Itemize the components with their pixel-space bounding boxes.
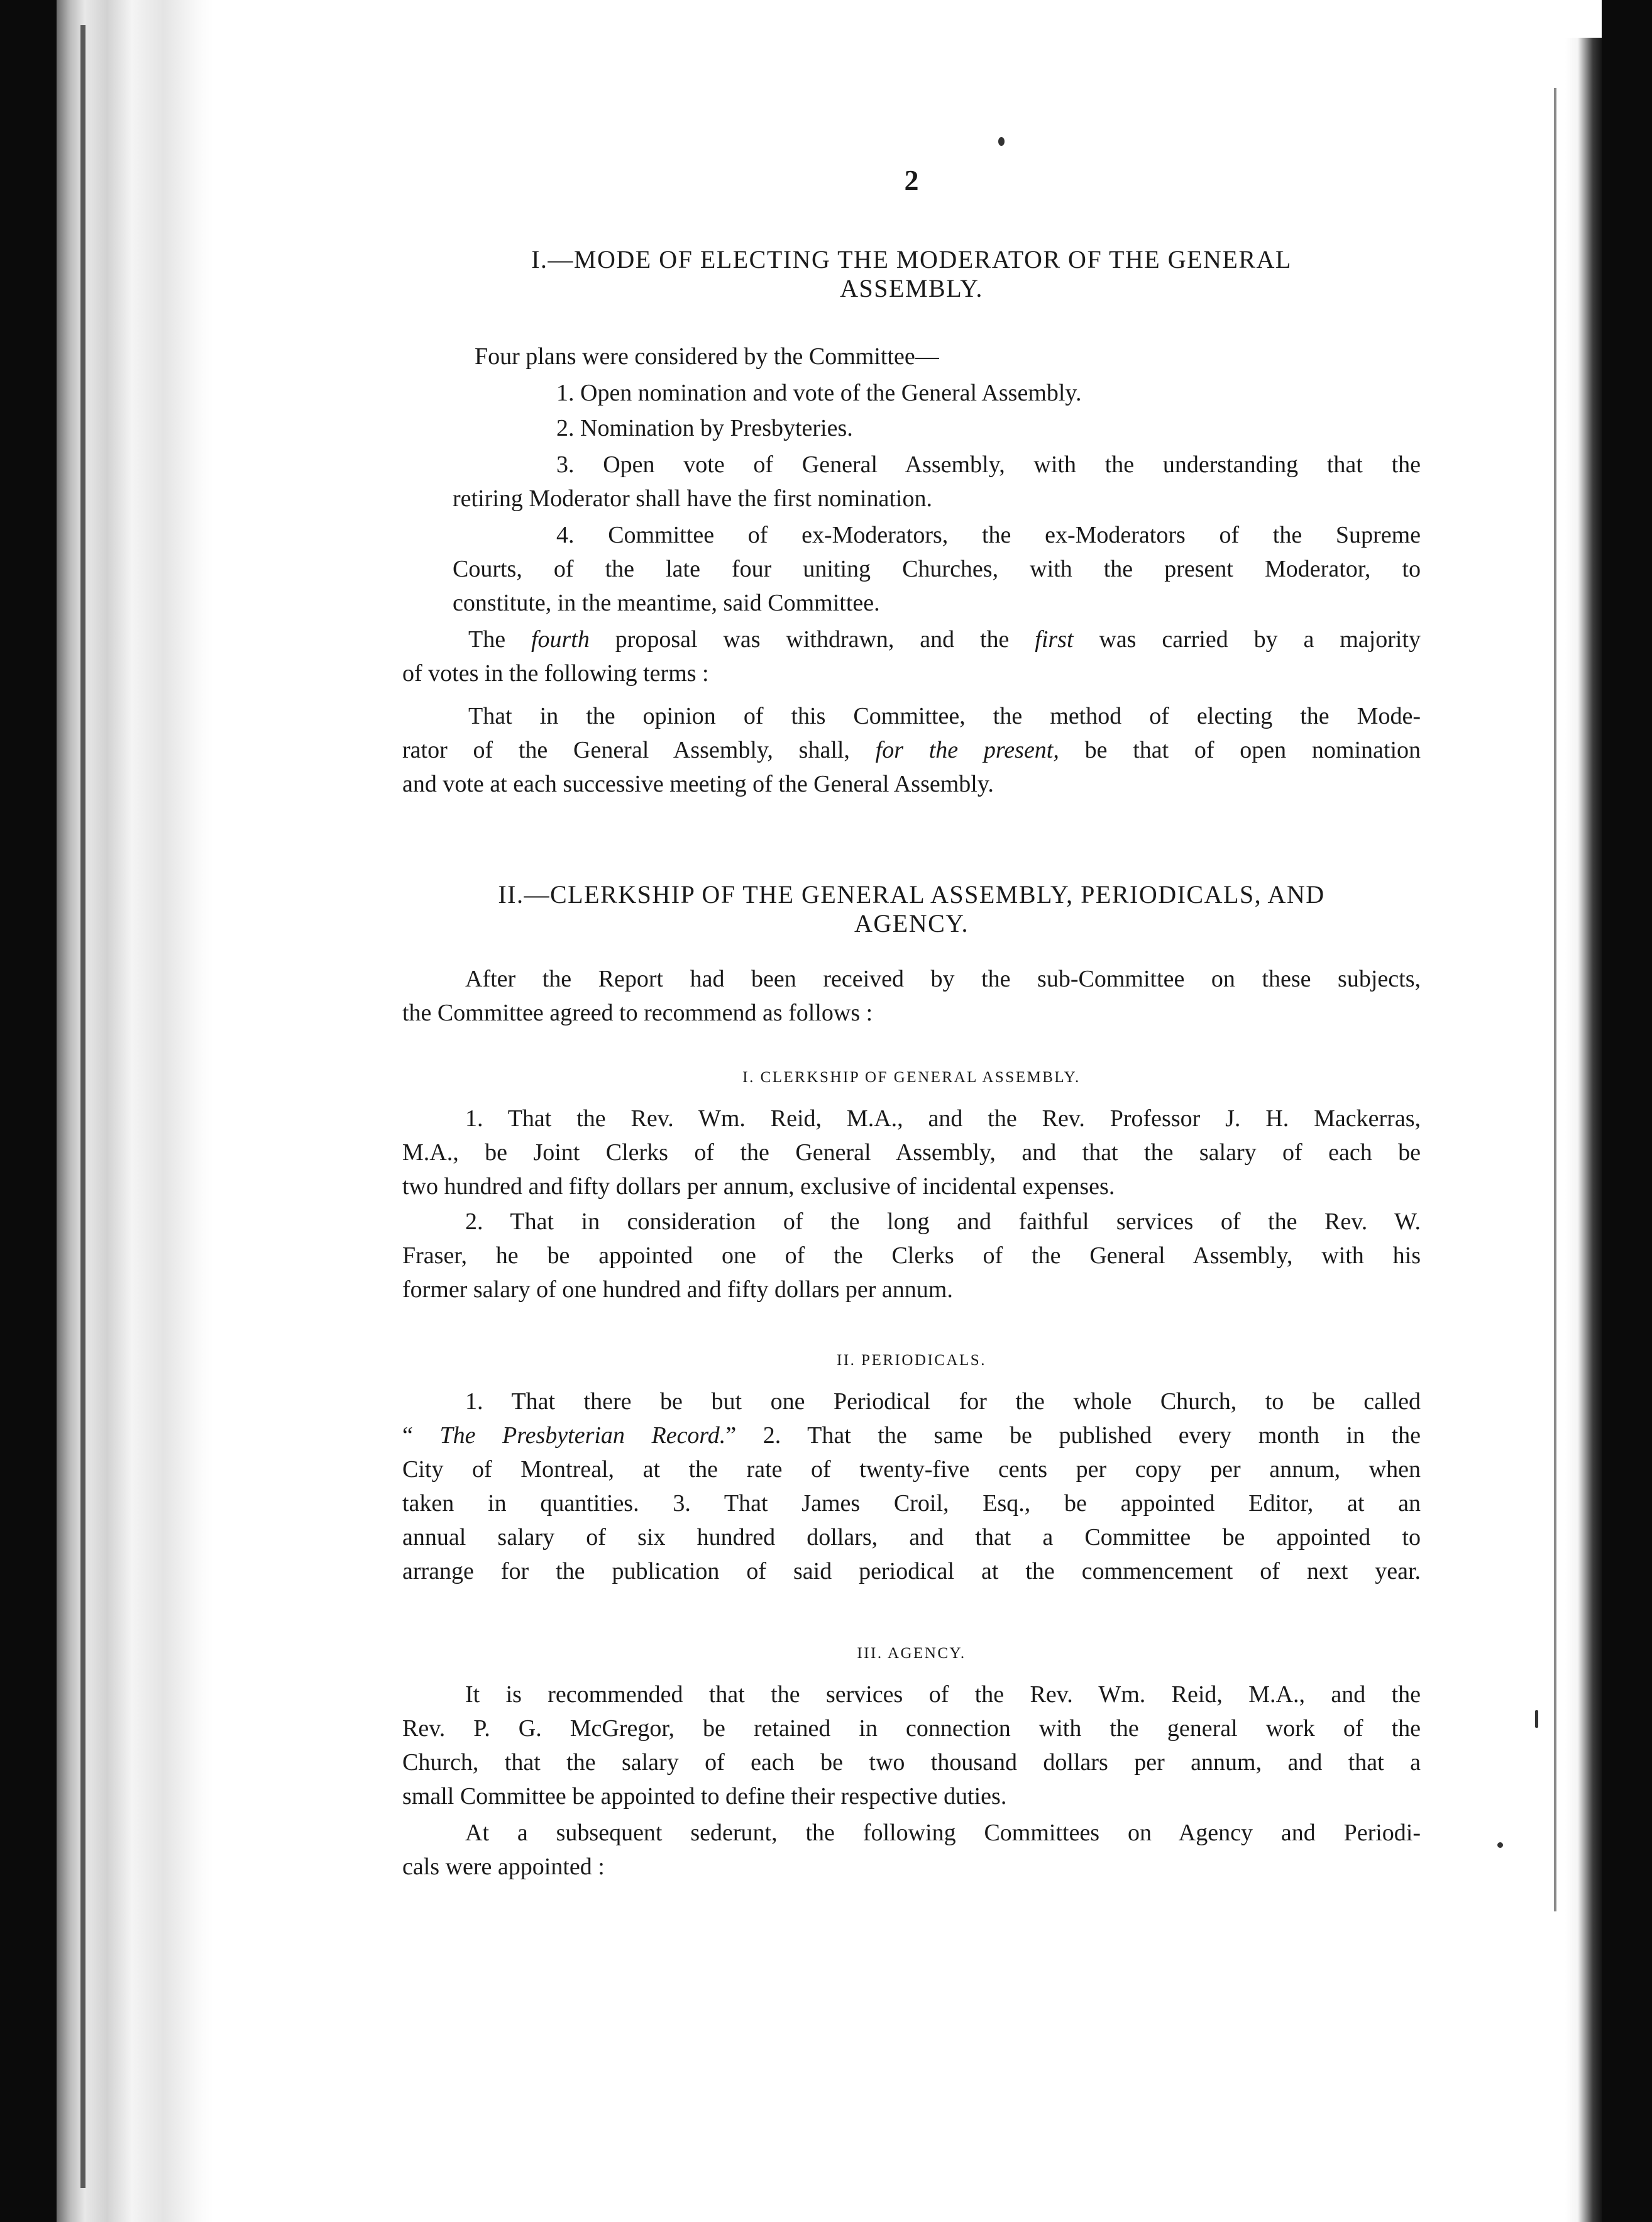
periodicals-paragraph [402,1385,1421,1588]
section-1-heading [402,245,1421,303]
periodicals-line-5: annual salary of six hundred dollars, and that a Committee be appointed to [402,1524,1421,1550]
plan-item-4 [453,518,1421,620]
agency-line-3: Church, that the salary of each be two thousand dollars per annum, and that a [402,1749,1421,1776]
vote-result [402,622,1421,690]
agency-paragraph [402,1678,1421,1813]
sederunt-line-1: At a subsequent sederunt, the following Committees on Agency and Periodi- [465,1820,1421,1846]
plan-item-1 [556,376,1421,410]
plans-intro [475,340,1421,373]
plan-item-2-line: 2. Nomination by Presbyteries. [556,415,853,441]
scan-border-left [0,0,57,2222]
section-1-heading-line-1: I.—MODE OF ELECTING THE MODERATOR OF THE GENERAL [531,245,1292,274]
clerkship-2-line-3: former salary of one hundred and fifty dollars per annum. [402,1276,953,1303]
periodicals-line-4: taken in quantities. 3. That James Croil, Esq., be appointed Editor, at an [402,1490,1421,1517]
plan-item-4-line-3: constitute, in the meantime, said Committee. [453,590,880,616]
report-intro-line-2: the Committee agreed to recommend as follows : [402,1000,873,1026]
plan-item-1-line: 1. Open nomination and vote of the General Assembly. [556,380,1082,406]
plan-item-4-line-1: 4. Committee of ex-Moderators, the ex-Moderators of the Supreme [556,522,1421,548]
sederunt-line-2: cals were appointed : [402,1854,605,1880]
report-intro [402,962,1421,1030]
resolution [402,699,1421,801]
plan-item-3-line-1: 3. Open vote of General Assembly, with the understanding that the [556,451,1421,478]
periodical-title: The Presbyterian Record. [439,1422,726,1449]
scan-speck [1497,1842,1503,1848]
clerkship-1-line-1: 1. That the Rev. Wm. Reid, M.A., and the Rev. Professor J. H. Mackerras, [465,1105,1421,1132]
subheading-periodicals: II. PERIODICALS. [837,1352,986,1369]
facing-page-edge [1565,38,1602,2222]
vote-result-italic-first: first [1035,626,1074,653]
scan-speck [1535,1710,1538,1728]
vote-result-text-a: The [468,626,531,653]
plan-item-2 [556,411,1421,445]
vote-result-line-1 [468,622,1421,656]
subheading-agency: III. AGENCY. [857,1645,966,1662]
section-2-heading-line-2: AGENCY. [854,909,969,937]
section-1-heading-line-2: ASSEMBLY. [840,274,983,302]
page-number: 2 [904,164,919,196]
scan-speck [998,137,1005,146]
page-edge-shadow [80,25,85,2188]
document-page [402,151,1421,2037]
vote-result-text-c: proposal was withdrawn, and the [589,626,1035,653]
sederunt-paragraph [402,1816,1421,1884]
periodicals-line-3: City of Montreal, at the rate of twenty-five cents per copy per annum, when [402,1456,1421,1483]
clerkship-2-line-2: Fraser, he be appointed one of the Clerks of the General Assembly, with his [402,1242,1421,1269]
vote-result-line-2: of votes in the following terms : [402,660,709,687]
clerkship-paragraph-2 [402,1205,1421,1307]
resolution-text-a: rator of the General Assembly, shall, [402,737,876,763]
plan-item-3-line-2: retiring Moderator shall have the first nomination. [453,485,932,512]
vote-result-text-e: was carried by a majority [1073,626,1421,653]
clerkship-1-line-2: M.A., be Joint Clerks of the General Assembly, and that the salary of each be [402,1139,1421,1166]
resolution-line-3: and vote at each successive meeting of the General Assembly. [402,771,994,797]
clerkship-2-line-1: 2. That in consideration of the long and faithful services of the Rev. W. [465,1208,1421,1235]
report-intro-line-1: After the Report had been received by the sub-Committee on these subjects, [465,966,1421,992]
resolution-text-c: be that of open nomination [1059,737,1421,763]
periodicals-line-6: arrange for the publication of said periodical at the commencement of next year. [402,1558,1421,1584]
agency-line-2: Rev. P. G. McGregor, be retained in connection with the general work of the [402,1715,1421,1742]
plan-item-3 [453,448,1421,516]
section-2-heading [402,880,1421,938]
resolution-line-2 [402,733,1421,767]
agency-line-1: It is recommended that the services of the Rev. Wm. Reid, M.A., and the [465,1681,1421,1708]
vote-result-italic-fourth: fourth [531,626,590,653]
periodicals-quote-open: “ [402,1422,440,1449]
subheading-clerkship: I. CLERKSHIP OF GENERAL ASSEMBLY. [742,1069,1081,1086]
resolution-line-1: That in the opinion of this Committee, the method of electing the Mode- [468,703,1421,729]
plans-intro-line: Four plans were considered by the Committee— [475,343,939,370]
section-2-heading-line-1: II.—CLERKSHIP OF THE GENERAL ASSEMBLY, PERIODICALS, AND [498,880,1325,909]
plan-item-4-line-2: Courts, of the late four uniting Churches, with the present Moderator, to [453,556,1421,582]
periodicals-line-2-rest: ” 2. That the same be published every month in the [725,1422,1421,1449]
scan-border-right [1602,0,1652,2222]
periodicals-line-2 [402,1418,1421,1452]
periodicals-line-1: 1. That there be but one Periodical for the whole Church, to be called [465,1388,1421,1415]
resolution-italic: for the present, [875,737,1059,763]
agency-line-4: small Committee be appointed to define their respective duties. [402,1783,1007,1810]
clerkship-1-line-3: two hundred and fifty dollars per annum, exclusive of incidental expenses. [402,1173,1115,1200]
clerkship-paragraph-1 [402,1102,1421,1203]
facing-page-gutter [1554,88,1556,1911]
